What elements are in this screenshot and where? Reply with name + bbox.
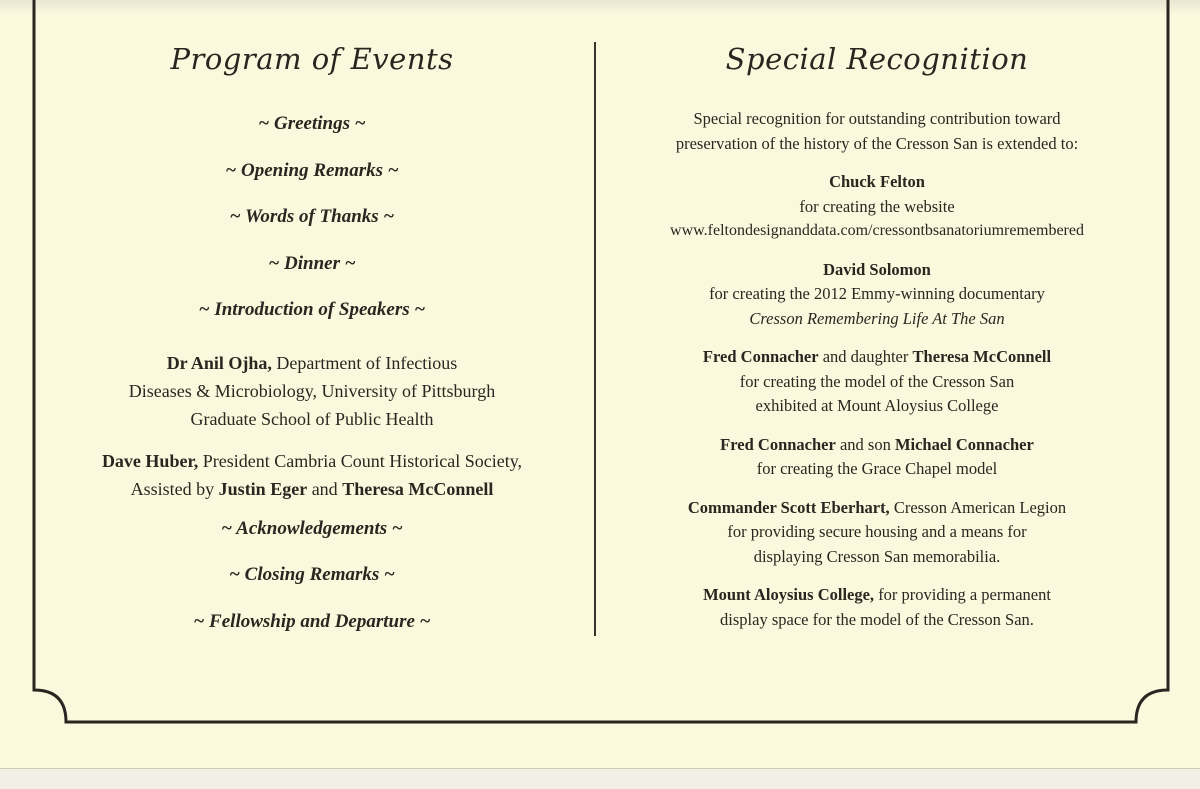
- assistant-eger: Justin Eger: [218, 478, 308, 499]
- recognition-r5-rest: Cresson American Legion: [889, 497, 1067, 517]
- recognition-fred-connacher-name-2: Fred Connacher: [720, 434, 836, 454]
- event-opening-remarks: ~ Opening Remarks ~: [225, 159, 399, 181]
- recognition-intro-line2: preservation of the history of the Cresson San is extended to:: [675, 134, 1079, 153]
- recognition-column: [624, 30, 1130, 646]
- recognition-mount-aloysius-name: Mount Aloysius College,: [703, 585, 875, 604]
- speaker-ojha-line3: Graduate School of Public Health: [190, 408, 434, 429]
- recognition-michael-connacher-name: Michael Connacher: [894, 434, 1034, 454]
- event-acknowledgements: ~ Acknowledgements ~: [221, 517, 403, 539]
- recognition-r5-line2: displaying Cresson San memorabilia.: [753, 546, 1001, 566]
- documentary-title: Cresson Remembering Life At The San: [749, 308, 1005, 328]
- recognition-eberhart: [624, 496, 1130, 570]
- speaker-huber-name: Dave Huber,: [101, 450, 199, 471]
- recognition-title: Special Recognition: [725, 42, 1029, 76]
- recognition-r3-mid: and daughter: [818, 347, 913, 366]
- recognition-solomon-name: David Solomon: [823, 259, 931, 279]
- recognition-fred-connacher-name: Fred Connacher: [702, 347, 819, 366]
- speaker-ojha-line1: Department of Infectious: [271, 352, 458, 373]
- recognition-r3-line1: for creating the model of the Cresson San: [739, 371, 1015, 391]
- recognition-connacher-mcconnell: [624, 345, 1130, 419]
- recognition-solomon-line1: for creating the 2012 Emmy-winning documentary: [709, 284, 1045, 303]
- assistant-mcconnell: Theresa McConnell: [342, 478, 494, 499]
- recognition-mount-aloysius: [624, 583, 1130, 632]
- recognition-theresa-mcconnell-name: Theresa McConnell: [912, 347, 1052, 366]
- recognition-felton-line1: for creating the website: [799, 196, 955, 216]
- program-column: [62, 30, 562, 656]
- recognition-r4-mid: and son: [835, 434, 895, 454]
- speaker-huber-assisted: Assisted by: [130, 478, 219, 499]
- recognition-r5-line1: for providing secure housing and a means for: [727, 522, 1027, 541]
- speaker-huber-and: and: [307, 478, 343, 499]
- speaker-ojha-name: Dr Anil Ojha,: [166, 352, 272, 373]
- speaker-huber: [62, 447, 562, 503]
- recognition-eberhart-name: Commander Scott Eberhart,: [687, 497, 890, 517]
- column-divider: [594, 42, 596, 636]
- speaker-huber-line1: President Cambria Count Historical Society,: [198, 450, 523, 471]
- recognition-r4-line1: for creating the Grace Chapel model: [756, 459, 998, 478]
- recognition-felton-name: Chuck Felton: [829, 172, 925, 191]
- speaker-ojha: [62, 349, 562, 433]
- recognition-solomon: [624, 258, 1130, 332]
- event-words-of-thanks: ~ Words of Thanks ~: [229, 206, 395, 227]
- event-fellowship-and-departure: ~ Fellowship and Departure ~: [193, 610, 431, 632]
- recognition-r6-line1: display space for the model of the Cresson San.: [720, 609, 1034, 629]
- recognition-r3-line2: exhibited at Mount Aloysius College: [755, 396, 999, 415]
- recognition-intro-line1: Special recognition for outstanding contribution toward: [693, 109, 1061, 128]
- recognition-connacher-son: [624, 433, 1130, 482]
- event-dinner: ~ Dinner ~: [268, 252, 356, 274]
- paper-bottom-edge: [0, 768, 1200, 789]
- recognition-felton: [624, 170, 1130, 244]
- website-url: www.feltondesignanddata.com/cressontbsanatoriumremembered: [670, 222, 1084, 239]
- event-introduction-of-speakers: ~ Introduction of Speakers ~: [198, 299, 426, 320]
- event-closing-remarks: ~ Closing Remarks ~: [229, 564, 395, 585]
- program-title: Program of Events: [170, 42, 454, 76]
- event-greetings: ~ Greetings ~: [258, 113, 366, 134]
- speaker-ojha-line2: Diseases & Microbiology, University of Pittsburgh: [128, 380, 496, 401]
- recognition-intro: [624, 106, 1130, 156]
- recognition-r6-rest: for providing a permanent: [874, 585, 1051, 604]
